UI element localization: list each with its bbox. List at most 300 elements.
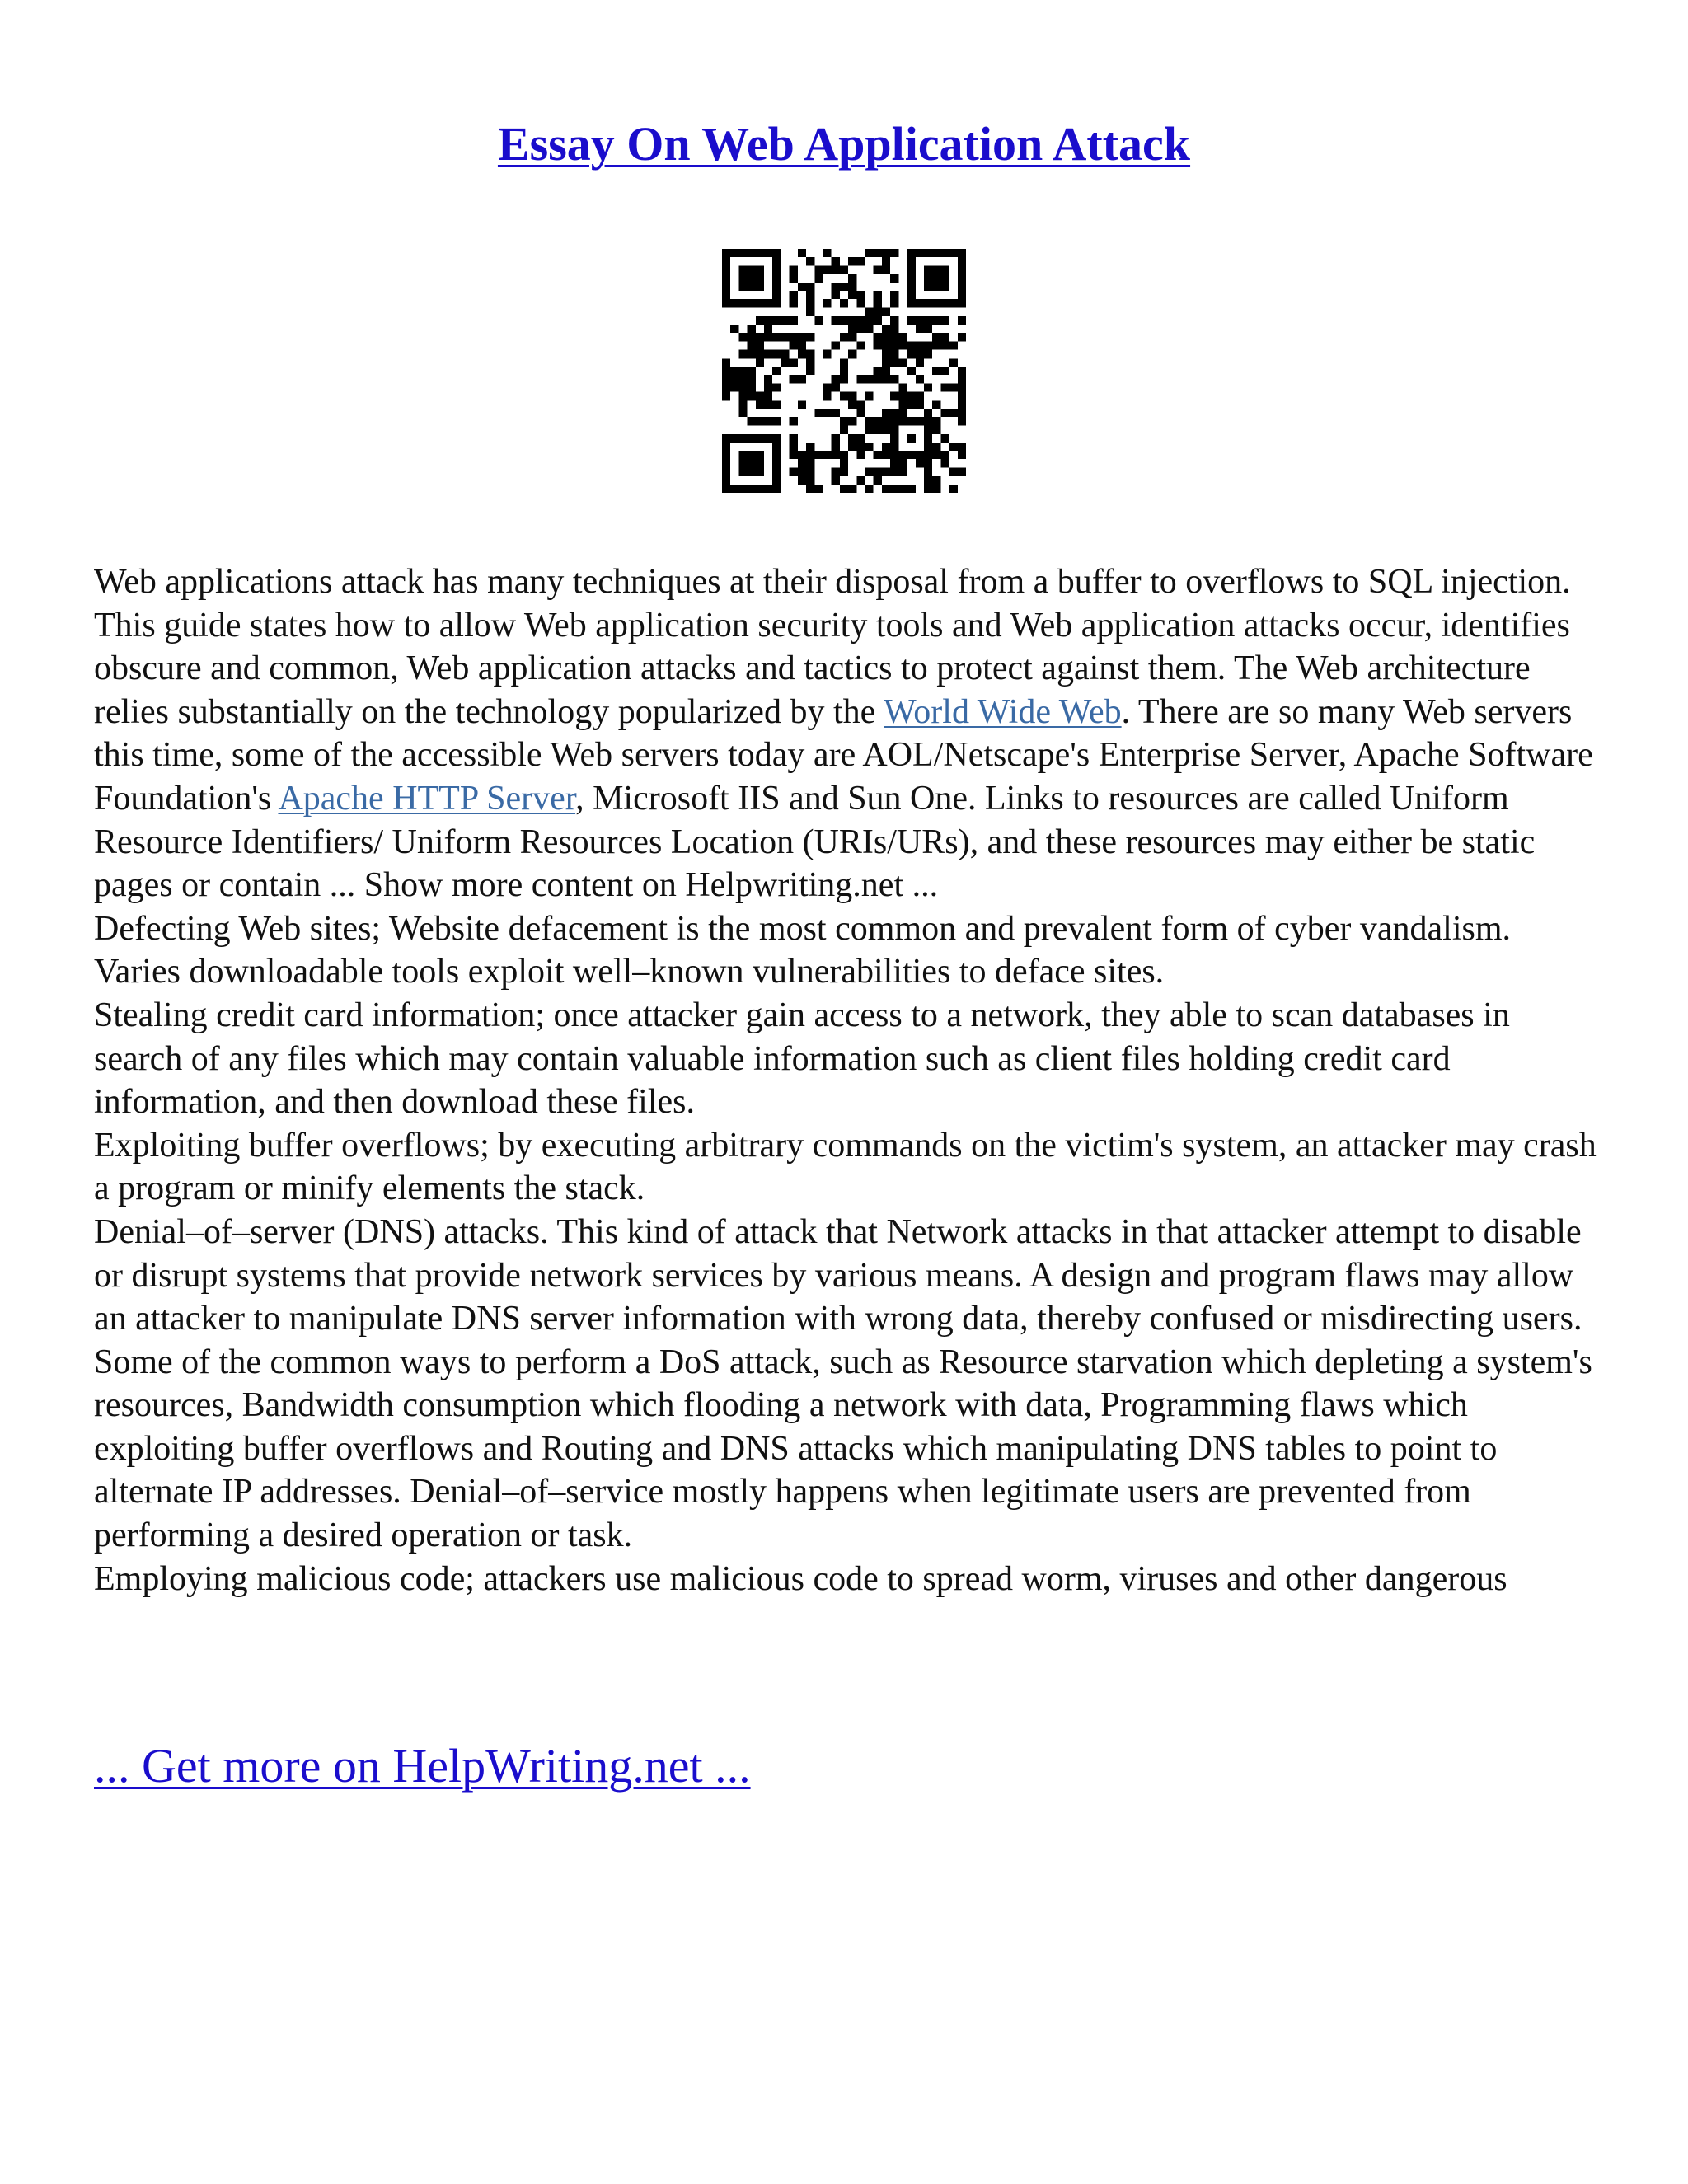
qr-module (772, 434, 781, 443)
qr-module (790, 434, 798, 443)
qr-module (806, 283, 814, 291)
get-more-link[interactable]: ... Get more on HelpWriting.net ... (94, 1739, 751, 1793)
qr-module (840, 283, 848, 291)
qr-module (856, 443, 865, 451)
qr-module (840, 417, 848, 425)
qr-module (772, 451, 781, 459)
qr-module (756, 283, 764, 291)
qr-module (958, 392, 966, 401)
qr-module (874, 316, 882, 325)
qr-module (932, 299, 940, 307)
qr-module (882, 409, 890, 417)
qr-module (874, 476, 882, 485)
qr-module (940, 333, 949, 341)
qr-module (865, 325, 874, 333)
qr-module (772, 443, 781, 451)
qr-module (874, 467, 882, 476)
qr-module (756, 299, 764, 307)
qr-module (890, 341, 898, 349)
qr-module (882, 341, 890, 349)
qr-module (738, 283, 747, 291)
qr-module (781, 333, 789, 341)
qr-module (806, 291, 814, 299)
qr-module (730, 249, 738, 257)
qr-module (790, 417, 798, 425)
qr-module (823, 299, 831, 307)
qr-module (832, 383, 840, 391)
qr-module (958, 249, 966, 257)
qr-module (890, 299, 898, 307)
qr-module (932, 367, 940, 375)
qr-module (790, 291, 798, 299)
qr-module (790, 467, 798, 476)
qr-module (722, 443, 730, 451)
qr-module (874, 375, 882, 383)
qr-module (924, 341, 932, 349)
qr-module (748, 333, 756, 341)
qr-module (764, 383, 772, 391)
qr-module (924, 476, 932, 485)
qr-module (890, 425, 898, 434)
qr-module (756, 316, 764, 325)
qr-module (798, 333, 806, 341)
qr-module (772, 349, 781, 358)
qr-module (772, 459, 781, 467)
qr-module (756, 333, 764, 341)
qr-module (756, 434, 764, 443)
qr-module (882, 257, 890, 265)
qr-module (874, 333, 882, 341)
qr-module (940, 383, 949, 391)
qr-module (958, 283, 966, 291)
qr-module (832, 467, 840, 476)
qr-module (848, 401, 856, 409)
qr-module (738, 249, 747, 257)
qr-module (856, 409, 865, 417)
page-title (0, 115, 1688, 173)
qr-module (874, 299, 882, 307)
qr-module (748, 375, 756, 383)
qr-module (882, 265, 890, 274)
qr-module (940, 451, 949, 459)
qr-module (748, 417, 756, 425)
qr-module (924, 283, 932, 291)
qr-module (790, 316, 798, 325)
qr-module (916, 359, 924, 367)
qr-module (798, 283, 806, 291)
qr-module (840, 467, 848, 476)
qr-module (890, 451, 898, 459)
qr-module (848, 316, 856, 325)
qr-module (832, 476, 840, 485)
qr-module (958, 467, 966, 476)
qr-module (756, 249, 764, 257)
qr-module (958, 375, 966, 383)
qr-module (790, 333, 798, 341)
qr-module (738, 467, 747, 476)
qr-module (814, 265, 823, 274)
qr-module (882, 451, 890, 459)
qr-module (756, 274, 764, 283)
qr-module (790, 443, 798, 451)
qr-module (940, 274, 949, 283)
qr-module (856, 434, 865, 443)
qr-module (865, 425, 874, 434)
qr-module (832, 375, 840, 383)
qr-module (798, 459, 806, 467)
qr-module (924, 485, 932, 493)
qr-module (950, 249, 958, 257)
qr-module (806, 476, 814, 485)
qr-module (924, 325, 932, 333)
qr-module (865, 443, 874, 451)
apache-http-server-link[interactable]: Apache HTTP Server (278, 779, 576, 818)
qr-module (756, 485, 764, 493)
qr-module (772, 274, 781, 283)
qr-module (772, 476, 781, 485)
qr-module (924, 349, 932, 358)
qr-module (932, 417, 940, 425)
qr-module (865, 307, 874, 316)
qr-module (738, 367, 747, 375)
qr-module (848, 325, 856, 333)
qr-module (890, 467, 898, 476)
qr-module (748, 467, 756, 476)
qr-module (916, 341, 924, 349)
qr-module (823, 409, 831, 417)
qr-module (916, 451, 924, 459)
qr-module (814, 316, 823, 325)
qr-module (832, 443, 840, 451)
qr-module (798, 467, 806, 476)
qr-module (722, 459, 730, 467)
qr-module (848, 485, 856, 493)
qr-module (907, 401, 916, 409)
qr-module (958, 257, 966, 265)
qr-module (798, 341, 806, 349)
qr-module (907, 274, 916, 283)
qr-module (924, 274, 932, 283)
qr-module (950, 467, 958, 476)
qr-module (764, 485, 772, 493)
qr-module (764, 349, 772, 358)
qr-module (781, 349, 789, 358)
qr-module (890, 417, 898, 425)
qr-module (840, 375, 848, 383)
qr-module (898, 467, 907, 476)
qr-module (840, 265, 848, 274)
qr-module (738, 434, 747, 443)
qr-module (730, 383, 738, 391)
qr-module (814, 409, 823, 417)
qr-module (730, 375, 738, 383)
qr-module (756, 349, 764, 358)
qr-module (874, 341, 882, 349)
qr-module (874, 249, 882, 257)
qr-module (890, 249, 898, 257)
paragraph-4: Exploiting buffer overflows; by executing arbitrary commands on the victim's system, an attacker may crash a program or minify elements the stack. (94, 1126, 1597, 1208)
qr-module (814, 485, 823, 493)
qr-module (916, 375, 924, 383)
qr-module (840, 392, 848, 401)
qr-module (924, 316, 932, 325)
qr-module (772, 333, 781, 341)
qr-module (722, 375, 730, 383)
qr-module (932, 274, 940, 283)
qr-module (856, 257, 865, 265)
qr-module (950, 341, 958, 349)
qr-module (907, 349, 916, 358)
qr-module (840, 485, 848, 493)
qr-module (898, 401, 907, 409)
qr-module (865, 417, 874, 425)
qr-module (882, 467, 890, 476)
qr-module (932, 443, 940, 451)
qr-module (764, 299, 772, 307)
qr-module (756, 341, 764, 349)
qr-module (738, 409, 747, 417)
qr-module (890, 375, 898, 383)
qr-module (748, 349, 756, 358)
qr-module (940, 249, 949, 257)
qr-module (932, 451, 940, 459)
qr-module (924, 451, 932, 459)
qr-module (806, 451, 814, 459)
qr-module (882, 325, 890, 333)
qr-module (798, 401, 806, 409)
qr-module (856, 299, 865, 307)
qr-module (772, 367, 781, 375)
title-link[interactable]: Essay On Web Application Attack (497, 117, 1191, 171)
qr-module (738, 375, 747, 383)
qr-module (907, 316, 916, 325)
qr-module (940, 299, 949, 307)
qr-module (832, 316, 840, 325)
qr-module (940, 283, 949, 291)
qr-module (840, 299, 848, 307)
qr-module (950, 383, 958, 391)
qr-module (806, 367, 814, 375)
qr-module (958, 417, 966, 425)
qr-module (832, 283, 840, 291)
qr-module (958, 299, 966, 307)
qr-module (772, 265, 781, 274)
paragraph-1-text-a: Web applications attack has many techniques at their disposal from a buffer to overflows to SQL injection. This guide states how to allow Web application security tools and Web application attacks occur, identifies obscure and common, Web application attacks and tactics to protect against them. The Web architecture relies substantially on the technology popularized by the (94, 563, 1571, 731)
qr-module (958, 265, 966, 274)
qr-module (738, 299, 747, 307)
qr-module (722, 249, 730, 257)
qr-module (848, 443, 856, 451)
qr-module (748, 249, 756, 257)
qr-module (748, 459, 756, 467)
qr-module (730, 434, 738, 443)
qr-module (882, 375, 890, 383)
qr-module (916, 349, 924, 358)
qr-module (738, 274, 747, 283)
qr-module (856, 375, 865, 383)
qr-module (722, 283, 730, 291)
qr-module (781, 359, 789, 367)
qr-module (950, 409, 958, 417)
qr-module (856, 325, 865, 333)
qr-module (806, 359, 814, 367)
paragraph-2: Defecting Web sites; Website defacement is the most common and prevalent form of cyber vandalism. Varies downloadable tools exploit well–known vulnerabilities to deface sites. (94, 909, 1512, 991)
qr-module (898, 417, 907, 425)
qr-module (924, 459, 932, 467)
qr-module (882, 443, 890, 451)
qr-module (950, 359, 958, 367)
qr-module (856, 451, 865, 459)
qr-module (848, 333, 856, 341)
qr-module (890, 349, 898, 358)
qr-module (730, 299, 738, 307)
qr-module (832, 409, 840, 417)
qr-module (722, 257, 730, 265)
qr-module (898, 451, 907, 459)
qr-module (882, 359, 890, 367)
qr-module (898, 333, 907, 341)
qr-module (856, 476, 865, 485)
qr-module (806, 307, 814, 316)
qr-module (907, 299, 916, 307)
qr-module (924, 417, 932, 425)
qr-module (764, 401, 772, 409)
qr-module (958, 451, 966, 459)
qr-module (772, 383, 781, 391)
qr-module (856, 316, 865, 325)
qr-module (806, 349, 814, 358)
qr-module (916, 459, 924, 467)
qr-module (907, 392, 916, 401)
qr-module (890, 333, 898, 341)
qr-module (806, 257, 814, 265)
qr-module (790, 451, 798, 459)
qr-module (772, 467, 781, 476)
qr-module (958, 409, 966, 417)
qr-module (748, 341, 756, 349)
qr-module (756, 401, 764, 409)
qr-code-icon (722, 249, 966, 493)
qr-module (738, 451, 747, 459)
qr-module (932, 333, 940, 341)
qr-module (840, 425, 848, 434)
qr-module (748, 383, 756, 391)
qr-module (898, 459, 907, 467)
qr-module (823, 451, 831, 459)
qr-module (772, 485, 781, 493)
qr-module (798, 249, 806, 257)
qr-module (924, 409, 932, 417)
qr-module (738, 349, 747, 358)
qr-module (823, 249, 831, 257)
qr-module (932, 401, 940, 409)
qr-module (823, 265, 831, 274)
qr-module (856, 341, 865, 349)
qr-module (958, 291, 966, 299)
qr-module (958, 443, 966, 451)
qr-module (916, 417, 924, 425)
qr-module (748, 392, 756, 401)
qr-module (932, 316, 940, 325)
qr-module (907, 434, 916, 443)
qr-module (722, 265, 730, 274)
qr-module (958, 316, 966, 325)
qr-module (890, 274, 898, 283)
qr-module (764, 249, 772, 257)
qr-module (924, 443, 932, 451)
qr-module (950, 299, 958, 307)
qr-module (932, 283, 940, 291)
qr-module (832, 434, 840, 443)
qr-module (722, 434, 730, 443)
qr-module (764, 434, 772, 443)
qr-module (907, 257, 916, 265)
qr-module (940, 341, 949, 349)
paragraph-3: Stealing credit card information; once attacker gain access to a network, they able to scan databases in search of any files which may contain valuable information such as client files holding credit card information, and then download these files. (94, 996, 1510, 1122)
qr-module (840, 359, 848, 367)
qr-module (907, 283, 916, 291)
qr-module (738, 333, 747, 341)
qr-module (882, 367, 890, 375)
qr-module (722, 476, 730, 485)
qr-module (890, 485, 898, 493)
qr-module (756, 359, 764, 367)
qr-module (814, 451, 823, 459)
qr-module (950, 443, 958, 451)
qr-module (722, 392, 730, 401)
qr-module (772, 257, 781, 265)
qr-module (756, 392, 764, 401)
qr-module (806, 459, 814, 467)
qr-module (756, 451, 764, 459)
qr-module (940, 434, 949, 443)
qr-module (916, 299, 924, 307)
qr-module (848, 257, 856, 265)
qr-module (722, 291, 730, 299)
qr-module (730, 367, 738, 375)
qr-module (907, 341, 916, 349)
qr-module (738, 401, 747, 409)
qr-module (848, 274, 856, 283)
qr-module (898, 383, 907, 391)
qr-module (748, 485, 756, 493)
qr-module (790, 299, 798, 307)
qr-module (882, 249, 890, 257)
qr-module (806, 333, 814, 341)
qr-module (814, 274, 823, 283)
qr-module (916, 392, 924, 401)
qr-module (832, 341, 840, 349)
qr-module (916, 316, 924, 325)
qr-module (907, 249, 916, 257)
qr-module (865, 485, 874, 493)
qr-module (932, 476, 940, 485)
world-wide-web-link[interactable]: World Wide Web (884, 692, 1122, 731)
qr-module (865, 316, 874, 325)
qr-module (832, 265, 840, 274)
qr-module (722, 367, 730, 375)
qr-module (806, 443, 814, 451)
qr-module (932, 425, 940, 434)
qr-code-graphic (722, 249, 966, 493)
qr-module (823, 349, 831, 358)
qr-module (958, 367, 966, 375)
qr-module (756, 417, 764, 425)
qr-module (823, 383, 831, 391)
qr-module (790, 274, 798, 283)
qr-module (748, 434, 756, 443)
qr-module (890, 443, 898, 451)
